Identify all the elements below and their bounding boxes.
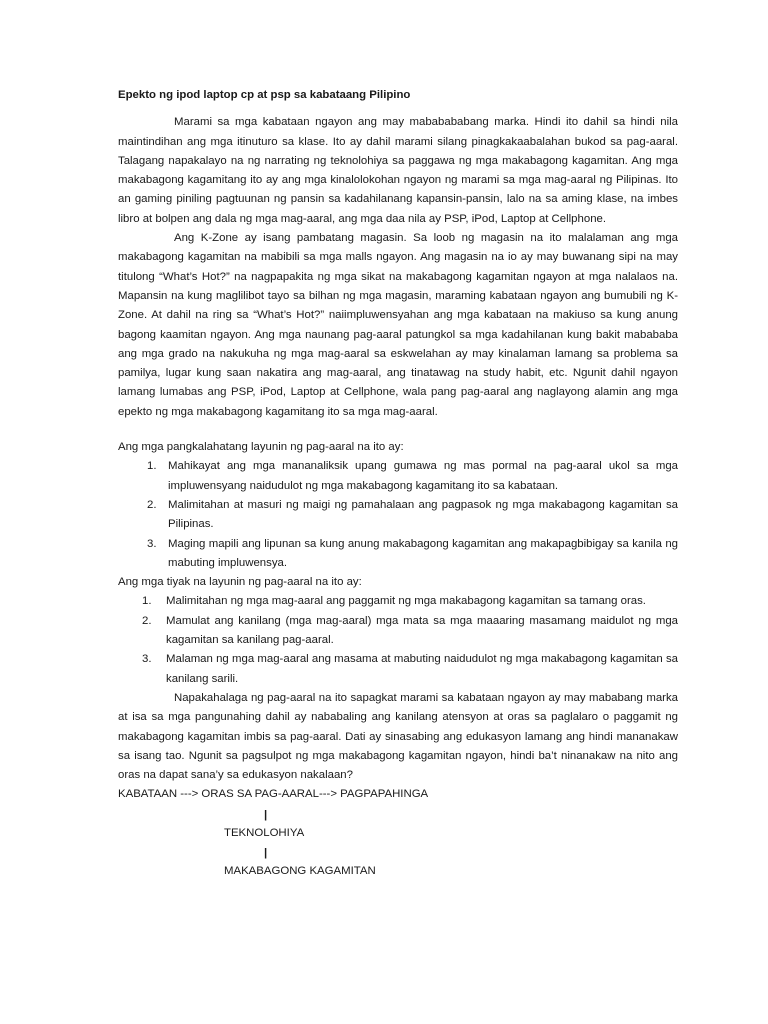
- paragraph-closing: Napakahalaga ng pag-aaral na ito sapagkat marami sa kabataan ngayon ay may mababang marka at isa sa mga pangunahing dahil ay nababaling ang kanilang atensyon at oras sa paglalaro o paggamit ng makabagong kagamitan imbis sa pag-aaral. Dati ay sinasabing ang edukasyon lamang ang hindi mananakaw sa isang tao. Ngunit sa pagsulpot ng mga makabagong kagamitan ngayon, hindi ba’t ninanakaw na nito ang oras na dapat sana’y sa edukasyon nakalaan?: [118, 691, 678, 782]
- specific-goals-list: [118, 592, 678, 688]
- list-number: 1.: [147, 460, 157, 473]
- list-number: 3.: [147, 537, 157, 550]
- flow-connector: |: [264, 808, 268, 821]
- list-text: Malimitahan at masuri ng maigi ng pamahalaan ang pagpasok ng mga makabagong kagamitan sa Pilipinas.: [168, 498, 678, 531]
- list-text: Malimitahan ng mga mag-aaral ang paggamit ng mga makabagong kagamitan sa tamang oras.: [166, 595, 646, 608]
- paragraph-intro: Marami sa mga kabataan ngayon ang may mababababang marka. Hindi ito dahil sa hindi nila maintindihan ang mga itinuturo sa klase. Ito ay dahil marami silang pinagkakaabalahan bukod sa pag-aaral. Talagang napakalayo na ng narrating ng teknolohiya sa paggawa ng mga makabagong kagamitan. Ang mga makabagong kagamitang ito ay ang mga kinalolokohan ngayon ng marami sa mga mag-aaral ng Pilipinas. Ito an gaming piniling pagtuunan ng pansin sa kadahilanang kapansin-pansin, lalo na sa aming klase, na imbes libro at bolpen ang dala ng mga mag-aaral, ang mga daa nila ay PSP, iPod, Laptop at Cellphone.: [118, 116, 678, 225]
- document-page: [118, 86, 678, 877]
- flow-connector: |: [264, 846, 268, 859]
- general-goals-heading: Ang mga pangkalahatang layunin ng pag-aaral na ito ay:: [118, 441, 404, 454]
- list-text: Maging mapili ang lipunan sa kung anung makabagong kagamitan ang makapagbibigay sa kanila ng mabuting impluwensya.: [168, 537, 678, 569]
- document-title: Epekto ng ipod laptop cp at psp sa kabataang Pilipino: [118, 89, 411, 101]
- list-text: Mahikayat ang mga mananaliksik upang gumawa ng mas pormal na pag-aaral ukol sa mga impluwensyang naidudulot ng mga makabagong kagamitang ito sa kabataan.: [168, 460, 678, 492]
- list-text: Mamulat ang kanilang (mga mag-aaral) mga mata sa mga maaaring masamang maidulot ng mga kagamitan sa kanilang pag-aaral.: [166, 614, 678, 647]
- list-item: [118, 457, 678, 496]
- flow-diagram-line: KABATAAN ---> ORAS SA PAG-AARAL---> PAGPAPAHINGA: [118, 788, 429, 801]
- flow-item-gadgets: MAKABAGONG KAGAMITAN: [224, 864, 376, 877]
- flow-item-technology: TEKNOLOHIYA: [224, 826, 305, 839]
- specific-goals-heading: Ang mga tiyak na layunin ng pag-aaral na ito ay:: [118, 576, 362, 589]
- list-item: [118, 535, 678, 574]
- general-goals-list: [118, 457, 678, 573]
- list-text: Malaman ng mga mag-aaral ang masama at mabuting naidudulot ng mga makabagong kagamitan sa kanilang sarili.: [166, 653, 678, 685]
- spacer: [118, 422, 678, 438]
- list-item: [118, 592, 678, 611]
- list-item: [118, 496, 678, 535]
- flow-diagram: [118, 805, 678, 877]
- list-item: [118, 612, 678, 651]
- paragraph-kzone: Ang K-Zone ay isang pambatang magasin. Sa loob ng magasin na ito malalaman ang mga makabagong kagamitan na mabibili sa mga malls ngayon. Ang magasin na io ay may buwanang sipi na may titulong “What’s Hot?” na nagpapakita ng mga sikat na makabagong kagamitan ngayon at mga nalalaos na. Mapansin na kung maglilibot tayo sa bilhan ng mga magasin, maraming kabataan ngayon ang bumubili ng K-Zone. At dahil na ring sa “What’s Hot?” naiimpluwensyahan ang mga kabataan na makiuso sa kung anung bagong kaamitan ngayon. Ang mga naunang pag-aaral patungkol sa mga kadahilanan kung bakit mabababa ang mga grado na nakukuha ng mga mag-aaral sa eskwelahan ay may kinalaman lamang sa problema sa pamilya, lugar kung saan nakatira ang mag-aaral, ang tinatawag na study habit, etc. Ngunit dahil ngayon lamang lumabas ang PSP, iPod, Laptop at Cellphone, wala pang pag-aaral ang naglayong alamin ang mga epekto ng mga makabagong kagamitang ito sa mga mag-aaral.: [118, 232, 678, 418]
- list-number: 2.: [142, 614, 152, 627]
- list-number: 1.: [142, 595, 152, 608]
- list-item: [118, 650, 678, 689]
- list-number: 3.: [142, 653, 152, 666]
- list-number: 2.: [147, 498, 157, 511]
